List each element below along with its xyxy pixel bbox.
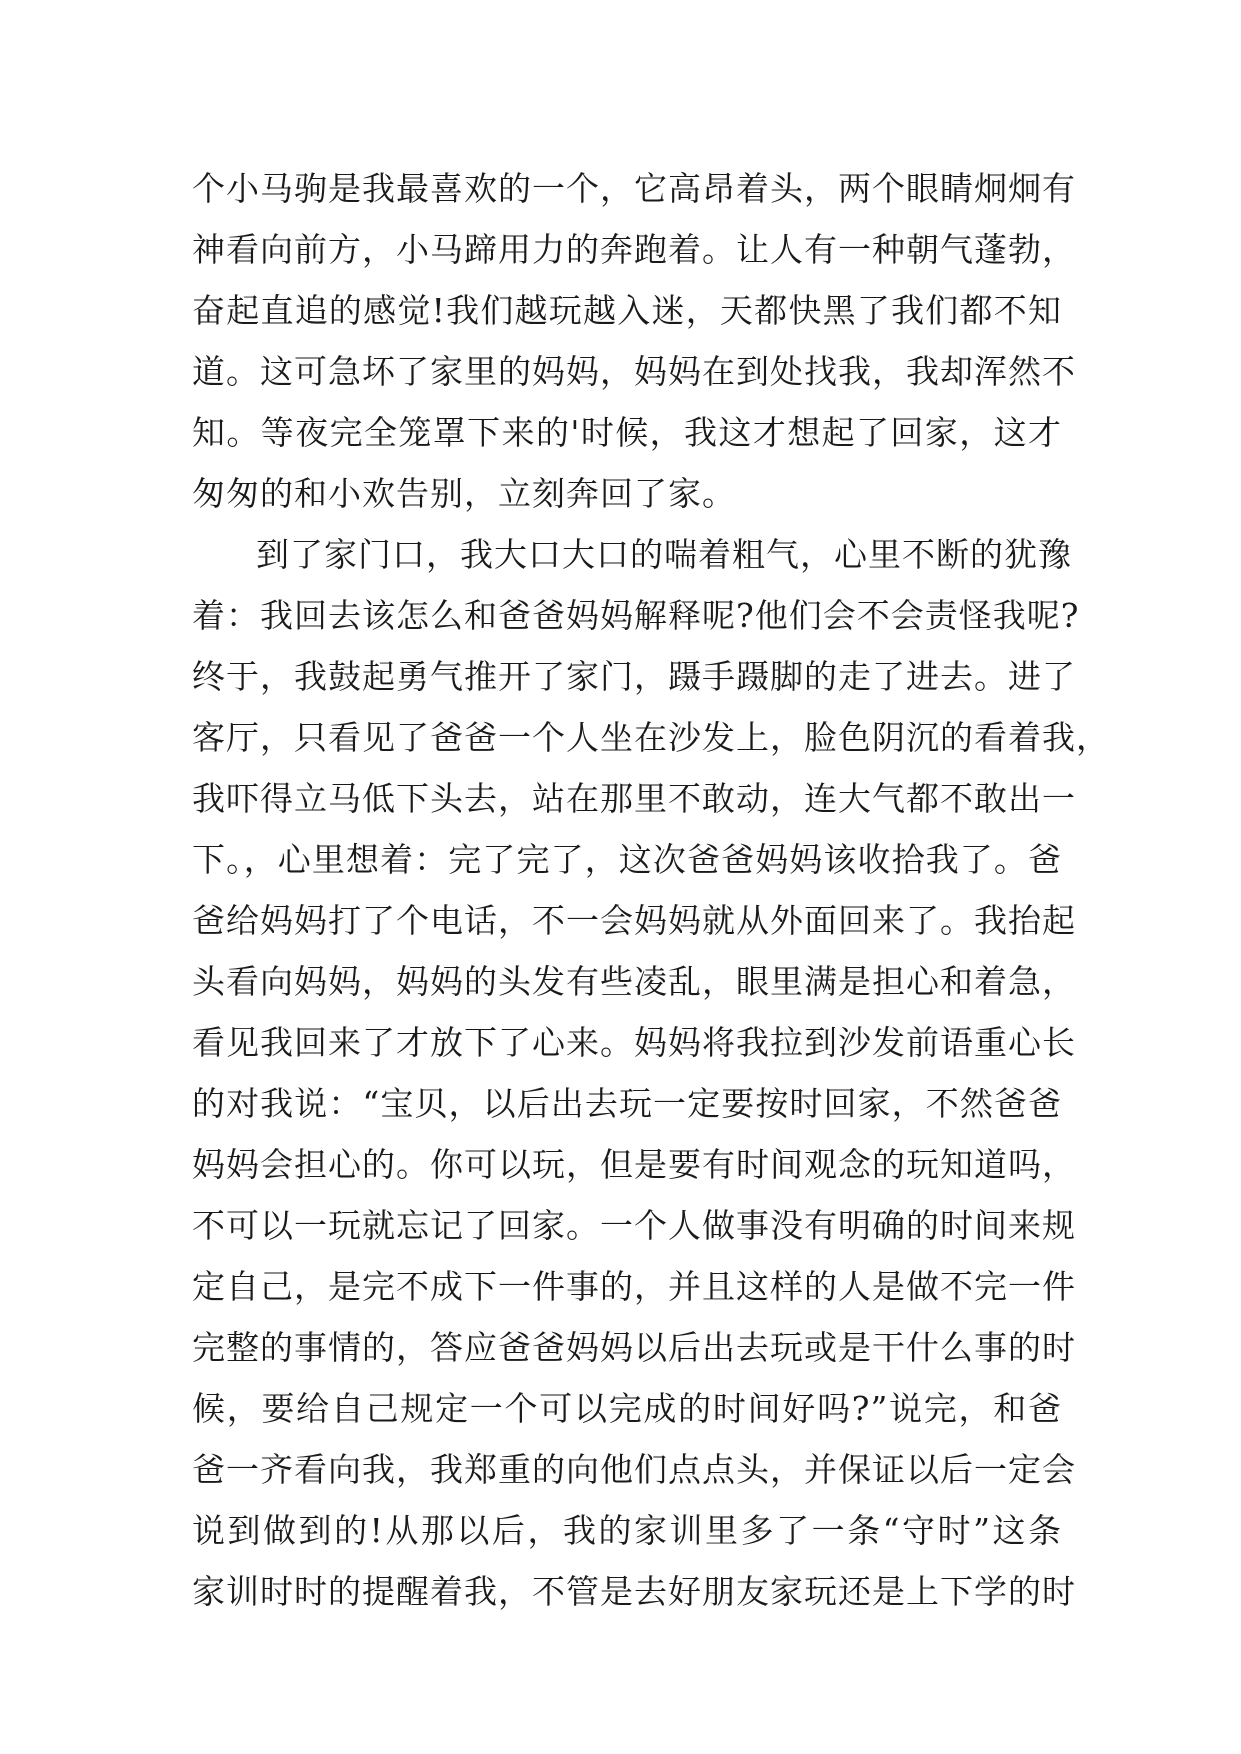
text-line: 道。这可急坏了家里的妈妈，妈妈在到处找我，我却浑然不 — [192, 352, 1076, 391]
text-line: 到了家门口，我大口大口的喘着粗气，心里不断的犹豫 — [256, 535, 1072, 574]
text-line: 个小马驹是我最喜欢的一个，它高昂着头，两个眼睛炯炯有 — [192, 169, 1076, 208]
text-line: 家训时时的提醒着我，不管是去好朋友家玩还是上下学的时 — [192, 1572, 1076, 1611]
text-line: 奋起直追的感觉!我们越玩越入迷，天都快黑了我们都不知 — [192, 291, 1062, 330]
text-line: 着：我回去该怎么和爸爸妈妈解释呢?他们会不会责怪我呢? — [192, 596, 1080, 635]
text-line: 说到做到的!从那以后，我的家训里多了一条“守时”这条 — [192, 1511, 1062, 1550]
text-line: 妈妈会担心的。你可以玩，但是要有时间观念的玩知道吗， — [192, 1145, 1076, 1184]
text-line: 爸一齐看向我，我郑重的向他们点点头，并保证以后一定会 — [192, 1450, 1076, 1489]
text-line: 爸给妈妈打了个电话，不一会妈妈就从外面回来了。我抬起 — [192, 901, 1076, 940]
text-line: 头看向妈妈，妈妈的头发有些凌乱，眼里满是担心和着急， — [192, 962, 1076, 1001]
text-line: 看见我回来了才放下了心来。妈妈将我拉到沙发前语重心长 — [192, 1023, 1076, 1062]
body-text — [192, 158, 1110, 1622]
text-line: 候，要给自己规定一个可以完成的时间好吗?”说完，和爸 — [192, 1389, 1062, 1428]
text-line: 下。，心里想着：完了完了，这次爸爸妈妈该收拾我了。爸 — [192, 840, 1062, 879]
text-line: 完整的事情的，答应爸爸妈妈以后出去玩或是干什么事的时 — [192, 1328, 1076, 1367]
paragraph-2 — [192, 524, 1110, 1622]
text-line: 匆匆的和小欢告别，立刻奔回了家。 — [192, 474, 736, 513]
text-line: 不可以一玩就忘记了回家。一个人做事没有明确的时间来规 — [192, 1206, 1076, 1245]
text-line: 定自己，是完不成下一件事的，并且这样的人是做不完一件 — [192, 1267, 1076, 1306]
text-line: 的对我说：“宝贝，以后出去玩一定要按时回家，不然爸爸 — [192, 1084, 1062, 1123]
paragraph-1 — [192, 158, 1076, 524]
text-line: 知。等夜完全笼罩下来的'时候，我这才想起了回家，这才 — [192, 413, 1062, 452]
text-line: 我吓得立马低下头去，站在那里不敢动，连大气都不敢出一 — [192, 779, 1076, 818]
text-line: 终于，我鼓起勇气推开了家门，蹑手蹑脚的走了进去。进了 — [192, 657, 1076, 696]
text-line: 客厅，只看见了爸爸一个人坐在沙发上，脸色阴沉的看着我， — [192, 718, 1110, 757]
text-line: 神看向前方，小马蹄用力的奔跑着。让人有一种朝气蓬勃， — [192, 230, 1076, 269]
